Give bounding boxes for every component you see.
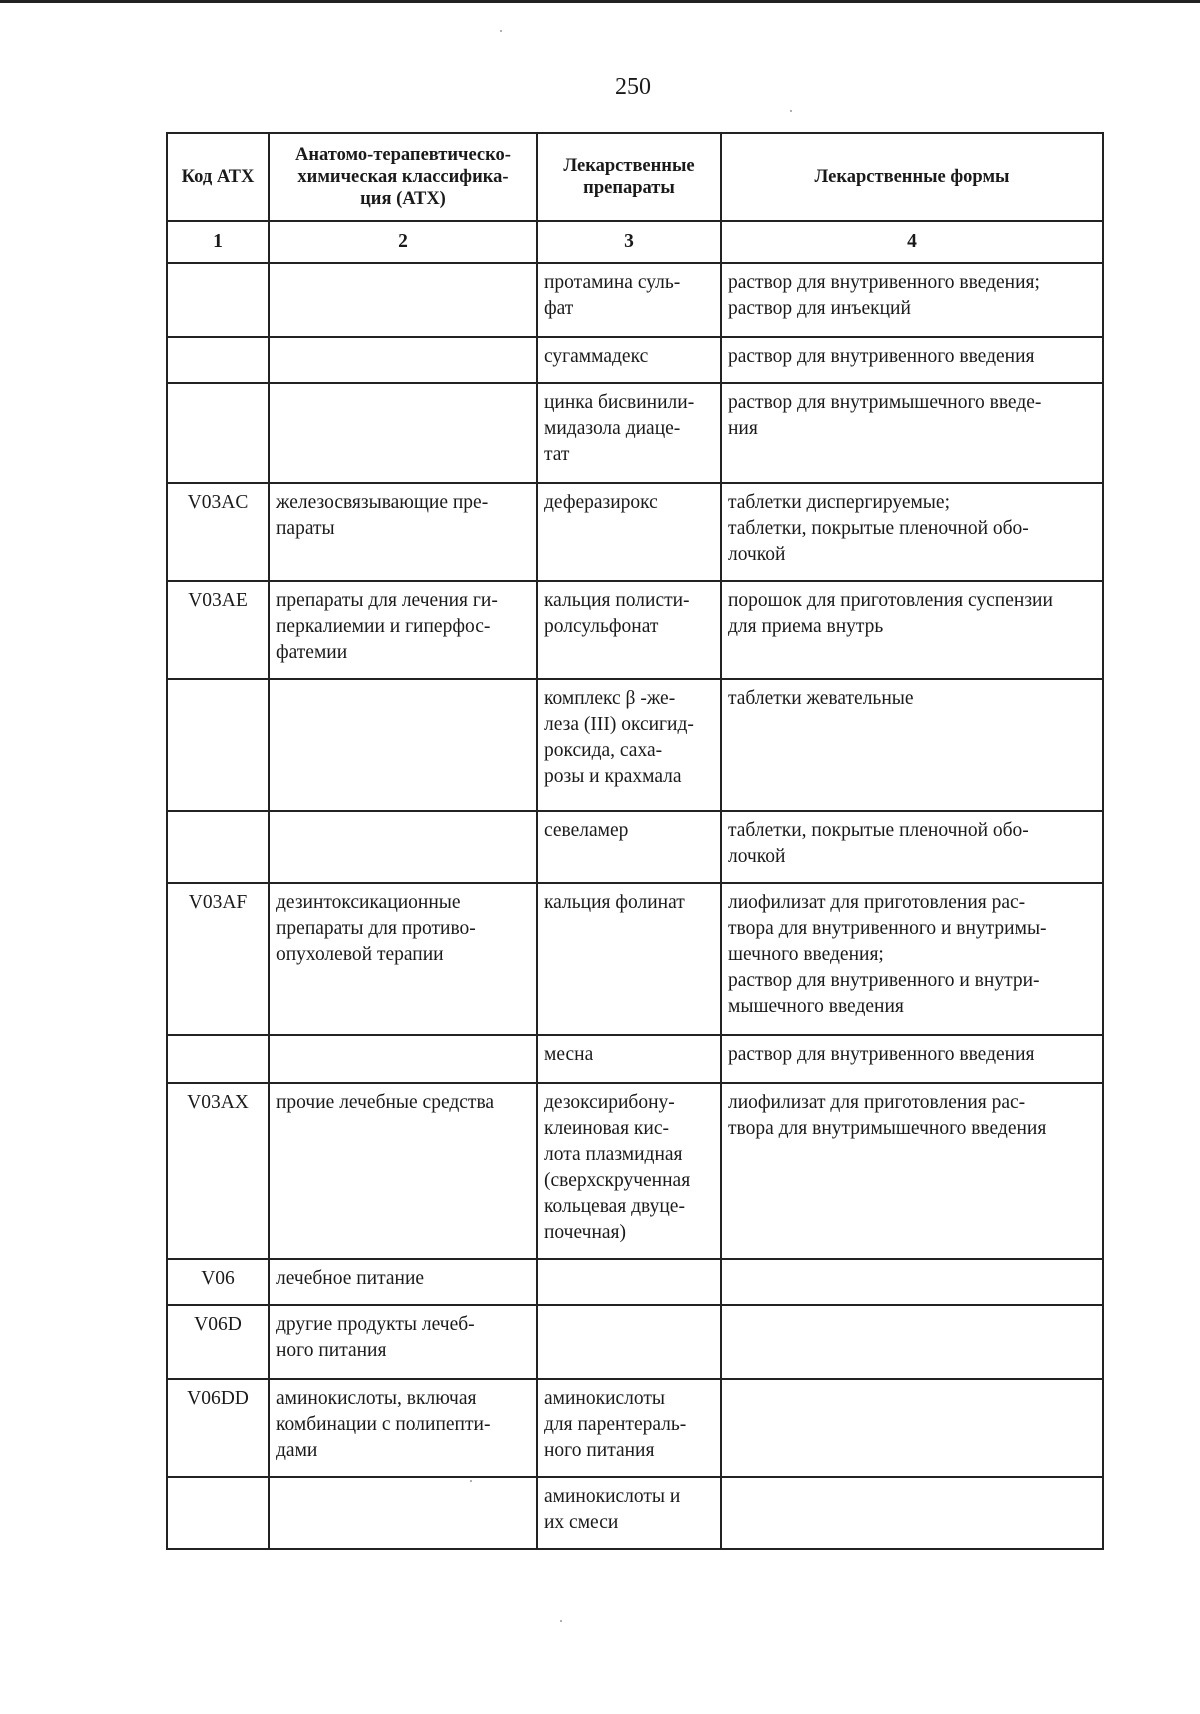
classification-cell (269, 679, 537, 811)
classification-cell: лечебное питание (269, 1259, 537, 1305)
classification-cell (269, 383, 537, 483)
drug-name-cell: деферазирокс (537, 483, 721, 581)
scan-speck (500, 30, 502, 32)
atx-code-cell: V03AC (167, 483, 269, 581)
table-row (167, 1035, 1103, 1083)
table-row (167, 1259, 1103, 1305)
column-number-row (167, 221, 1103, 263)
drug-name-cell: цинка бисвинили- мидазола диаце- тат (537, 383, 721, 483)
table-row (167, 1379, 1103, 1477)
atx-code-cell (167, 263, 269, 337)
drug-name-cell: севеламер (537, 811, 721, 883)
table-row (167, 263, 1103, 337)
table-row (167, 679, 1103, 811)
dosage-forms-cell: таблетки, покрытые пленочной обо- лочкой (721, 811, 1103, 883)
classification-cell (269, 1035, 537, 1083)
drug-name-cell: сугаммадекс (537, 337, 721, 383)
top-border-rule (0, 0, 1200, 3)
column-number: 4 (721, 221, 1103, 263)
scan-speck (470, 1480, 472, 1482)
dosage-forms-cell: раствор для внутривенного введения (721, 1035, 1103, 1083)
table-header-row (167, 133, 1103, 221)
table-row (167, 581, 1103, 679)
classification-cell (269, 811, 537, 883)
dosage-forms-cell (721, 1379, 1103, 1477)
header-atx-classification: Анатомо-терапевтическо- химическая классифика- ция (АТХ) (269, 133, 537, 221)
drug-name-cell: комплекс β -же- леза (III) оксигид- роксида, саха- розы и крахмала (537, 679, 721, 811)
page-number: 250 (615, 74, 651, 100)
header-atx-code: Код АТХ (167, 133, 269, 221)
dosage-forms-cell: лиофилизат для приготовления рас- твора для внутримышечного введения (721, 1083, 1103, 1259)
atx-code-cell (167, 1477, 269, 1549)
atx-code-cell: V06D (167, 1305, 269, 1379)
header-dosage-forms: Лекарственные формы (721, 133, 1103, 221)
classification-cell (269, 337, 537, 383)
classification-cell: железосвязывающие пре- параты (269, 483, 537, 581)
column-number: 1 (167, 221, 269, 263)
drug-name-cell: аминокислоты и их смеси (537, 1477, 721, 1549)
classification-cell: другие продукты лечеб- ного питания (269, 1305, 537, 1379)
classification-cell: аминокислоты, включая комбинации с полипепти- дами (269, 1379, 537, 1477)
table-row (167, 883, 1103, 1035)
drug-name-cell: протамина суль- фат (537, 263, 721, 337)
classification-cell: дезинтоксикационные препараты для противо- опухолевой терапии (269, 883, 537, 1035)
classification-cell: препараты для лечения ги- перкалиемии и гиперфос- фатемии (269, 581, 537, 679)
dosage-forms-cell: таблетки диспергируемые; таблетки, покрытые пленочной обо- лочкой (721, 483, 1103, 581)
atx-code-cell (167, 337, 269, 383)
classification-cell (269, 1477, 537, 1549)
atx-code-cell: V06DD (167, 1379, 269, 1477)
drug-name-cell: кальция полисти- ролсульфонат (537, 581, 721, 679)
drug-name-cell (537, 1259, 721, 1305)
dosage-forms-cell: таблетки жевательные (721, 679, 1103, 811)
atx-code-cell (167, 679, 269, 811)
classification-cell: прочие лечебные средства (269, 1083, 537, 1259)
drug-name-cell: аминокислоты для парентераль- ного питания (537, 1379, 721, 1477)
column-number: 3 (537, 221, 721, 263)
table-row (167, 811, 1103, 883)
scan-speck (560, 1620, 562, 1622)
dosage-forms-cell: лиофилизат для приготовления рас- твора для внутривенного и внутримы- шечного введения; раствор для внутривенного и внутри- мышечного введения (721, 883, 1103, 1035)
atx-code-cell (167, 1035, 269, 1083)
drug-name-cell (537, 1305, 721, 1379)
atx-classification-table (166, 132, 1104, 1550)
table-row (167, 1477, 1103, 1549)
drug-name-cell: месна (537, 1035, 721, 1083)
atx-code-cell: V06 (167, 1259, 269, 1305)
table-row (167, 1083, 1103, 1259)
atx-code-cell (167, 811, 269, 883)
dosage-forms-cell (721, 1305, 1103, 1379)
dosage-forms-cell: раствор для внутривенного введения; раствор для инъекций (721, 263, 1103, 337)
classification-cell (269, 263, 537, 337)
table-row (167, 483, 1103, 581)
header-drugs: Лекарственные препараты (537, 133, 721, 221)
dosage-forms-cell (721, 1259, 1103, 1305)
table-row (167, 337, 1103, 383)
dosage-forms-cell: раствор для внутримышечного введе- ния (721, 383, 1103, 483)
table-row (167, 383, 1103, 483)
atx-code-cell: V03AF (167, 883, 269, 1035)
drug-name-cell: кальция фолинат (537, 883, 721, 1035)
atx-code-cell: V03AE (167, 581, 269, 679)
scan-speck (790, 110, 792, 112)
table-row (167, 1305, 1103, 1379)
dosage-forms-cell (721, 1477, 1103, 1549)
column-number: 2 (269, 221, 537, 263)
drug-name-cell: дезоксирибону- клеиновая кис- лота плазмидная (сверхскрученная кольцевая двуце- почечная) (537, 1083, 721, 1259)
atx-code-cell (167, 383, 269, 483)
dosage-forms-cell: порошок для приготовления суспензии для приема внутрь (721, 581, 1103, 679)
atx-code-cell: V03AX (167, 1083, 269, 1259)
dosage-forms-cell: раствор для внутривенного введения (721, 337, 1103, 383)
